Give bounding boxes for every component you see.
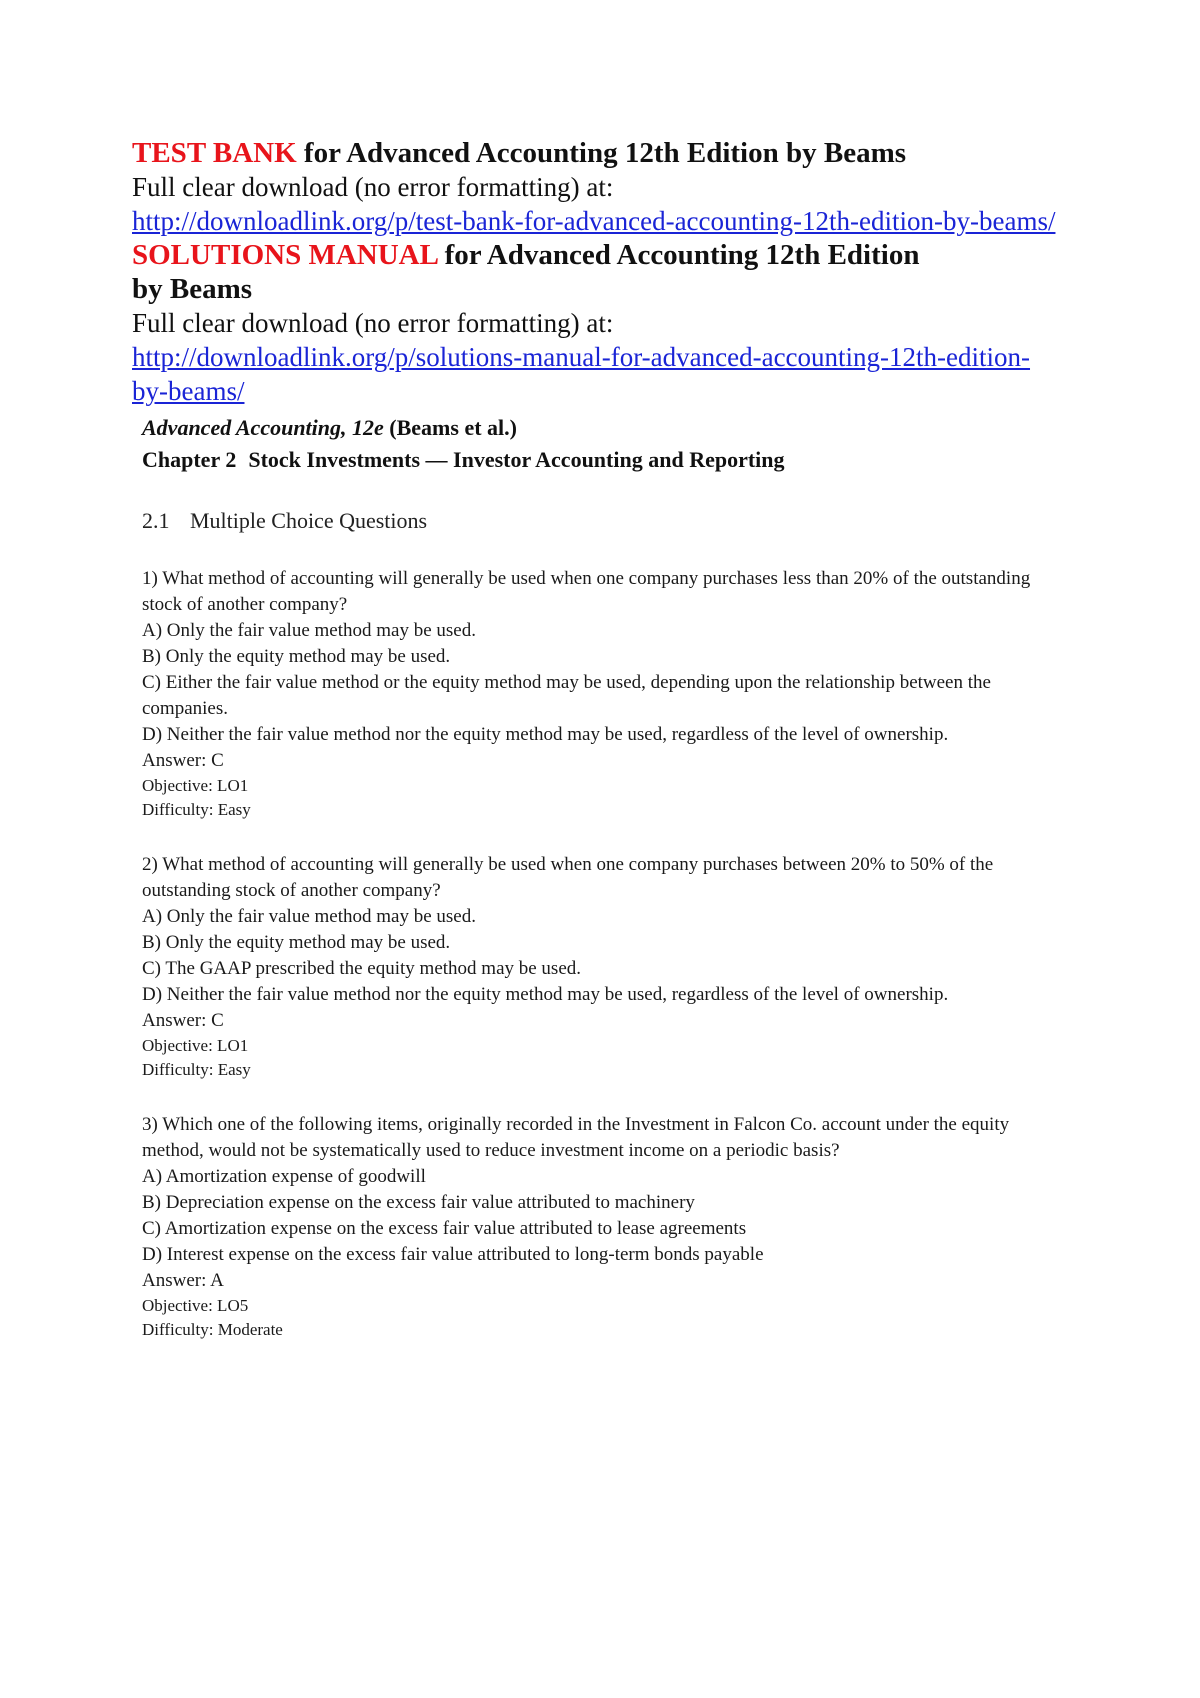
section-title: Multiple Choice Questions bbox=[190, 508, 428, 533]
question-objective: Objective: LO5 bbox=[142, 1296, 249, 1315]
question-option: C) Either the fair value method or the equity method may be used, depending upon the relationship between the companies. bbox=[142, 672, 991, 719]
chapter-label: Chapter 2 bbox=[142, 447, 237, 472]
question-difficulty: Difficulty: Easy bbox=[142, 1060, 251, 1079]
question-option: A) Only the fair value method may be used. bbox=[142, 620, 476, 641]
question-answer: Answer: C bbox=[142, 750, 224, 771]
question-option: D) Interest expense on the excess fair value attributed to long-term bonds payable bbox=[142, 1244, 764, 1265]
test-bank-heading bbox=[132, 136, 1072, 170]
question-option: B) Depreciation expense on the excess fair value attributed to machinery bbox=[142, 1192, 695, 1213]
question-option: C) The GAAP prescribed the equity method may be used. bbox=[142, 958, 582, 979]
question-difficulty: Difficulty: Easy bbox=[142, 800, 251, 819]
section-number: 2.1 bbox=[142, 508, 170, 533]
solutions-manual-link[interactable]: http://downloadlink.org/p/solutions-manual-for-advanced-accounting-12th-edition-by-beams/ bbox=[132, 342, 1031, 406]
question-difficulty: Difficulty: Moderate bbox=[142, 1320, 283, 1339]
question-option: D) Neither the fair value method nor the equity method may be used, regardless of the level of ownership. bbox=[142, 984, 949, 1005]
section-heading bbox=[142, 506, 1072, 536]
question-option: D) Neither the fair value method nor the equity method may be used, regardless of the level of ownership. bbox=[142, 724, 949, 745]
question-objective: Objective: LO1 bbox=[142, 776, 249, 795]
test-bank-download-text: Full clear download (no error formatting) at: bbox=[132, 172, 614, 202]
question-answer: Answer: C bbox=[142, 1010, 224, 1031]
question-answer: Answer: A bbox=[142, 1270, 224, 1291]
question-option: B) Only the equity method may be used. bbox=[142, 646, 451, 667]
solutions-manual-download-text: Full clear download (no error formatting) at: bbox=[132, 308, 614, 338]
book-authors: (Beams et al.) bbox=[383, 415, 517, 440]
question-option: A) Only the fair value method may be used. bbox=[142, 906, 476, 927]
solutions-manual-highlight: SOLUTIONS MANUAL bbox=[132, 239, 438, 271]
question-option: C) Amortization expense on the excess fair value attributed to lease agreements bbox=[142, 1218, 747, 1239]
book-title: Advanced Accounting, 12e bbox=[142, 415, 384, 440]
question-stem: 1) What method of accounting will generally be used when one company purchases less than 20% of the outstanding stock of another company? bbox=[142, 568, 1031, 615]
question-option: B) Only the equity method may be used. bbox=[142, 932, 451, 953]
test-bank-link[interactable]: http://downloadlink.org/p/test-bank-for-advanced-accounting-12th-edition-by-beams/ bbox=[132, 206, 1056, 236]
test-bank-highlight: TEST BANK bbox=[132, 137, 297, 169]
chapter-title: Stock Investments — Investor Accounting and Reporting bbox=[248, 447, 785, 472]
solutions-manual-title: for Advanced Accounting 12th Edition by Beams bbox=[132, 239, 920, 305]
question-stem: 2) What method of accounting will generally be used when one company purchases between 20% to 50% of the outstanding stock of another company? bbox=[142, 854, 994, 901]
question-3 bbox=[142, 1112, 1062, 1342]
question-stem: 3) Which one of the following items, originally recorded in the Investment in Falcon Co. account under the equity method, would not be systematically used to reduce investment income on a periodic basis? bbox=[142, 1114, 1010, 1161]
solutions-manual-heading bbox=[132, 238, 932, 306]
document-page bbox=[132, 136, 1072, 1342]
question-option: A) Amortization expense of goodwill bbox=[142, 1166, 426, 1187]
question-2 bbox=[142, 852, 1062, 1082]
question-1 bbox=[142, 566, 1062, 822]
chapter-heading bbox=[142, 444, 1072, 476]
book-reference bbox=[142, 412, 1072, 444]
test-bank-title: for Advanced Accounting 12th Edition by Beams bbox=[296, 137, 907, 169]
question-objective: Objective: LO1 bbox=[142, 1036, 249, 1055]
